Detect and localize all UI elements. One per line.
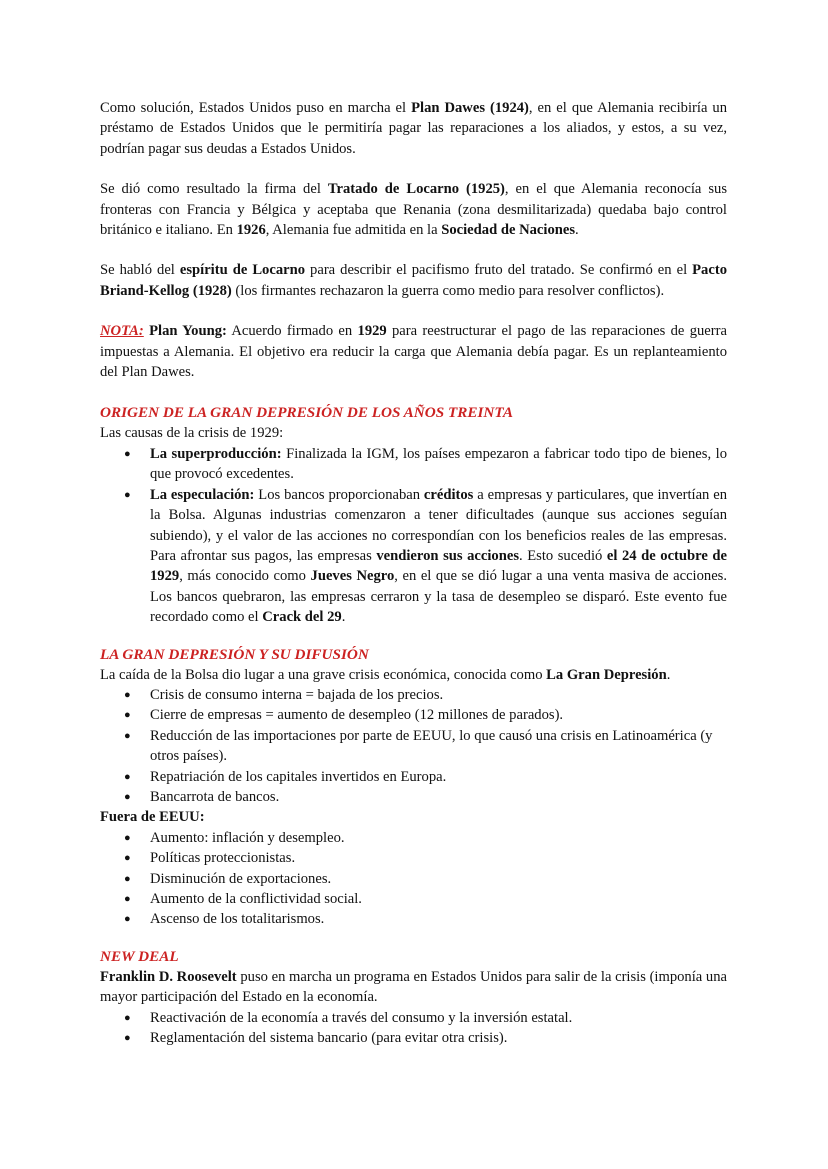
- bold-text: créditos: [423, 486, 474, 503]
- list-item: [100, 828, 727, 848]
- list-item: [100, 889, 727, 909]
- text: Crisis de consumo interna = bajada de los precios.: [150, 686, 444, 703]
- subheading-fuera-eeuu: [100, 807, 727, 827]
- text: a empresas y particulares, que invertían en la Bolsa. Algunas industrias comenzaron a tener dificultades (aunque sus acciones seguían subiendo), y el valor de las acciones no correspondían con los beneficios reales de las empresas. Para afrontar sus pagos, las empresas: [150, 486, 728, 564]
- bold-text: La superproducción:: [150, 445, 282, 462]
- section-intro: Las causas de la crisis de 1929:: [100, 425, 284, 442]
- list-item: [100, 705, 727, 725]
- text: Reactivación de la economía a través del consumo y la inversión estatal.: [150, 1009, 573, 1026]
- bold-text: espíritu de Locarno: [179, 262, 306, 279]
- paragraph-espiritu-locarno: [100, 260, 727, 301]
- text: Políticas proteccionistas.: [150, 850, 296, 867]
- list-item: [100, 444, 727, 485]
- bold-text: Fuera de EEUU:: [100, 809, 205, 826]
- text: Disminución de exportaciones.: [150, 870, 332, 887]
- text: Se habló del: [100, 262, 180, 279]
- text: Reglamentación del sistema bancario (para evitar otra crisis).: [150, 1030, 508, 1047]
- bold-text: Plan Dawes (1924): [411, 100, 529, 116]
- text: La caída de la Bolsa dio lugar a una grave crisis económica, conocida como: [100, 666, 547, 683]
- list-item: [100, 726, 727, 767]
- bullet-icon: ●: [124, 488, 131, 501]
- list-item: [100, 1028, 727, 1048]
- section-intro: [100, 665, 727, 685]
- new-deal-list: [100, 1008, 727, 1049]
- list-item: [100, 787, 727, 807]
- text: para reestructurar el pago de las reparaciones de guerra impuestas a Alemania. El objetivo era reducir la carga que Alemania debía pagar. Es un replanteamiento del Plan Dawes.: [100, 323, 727, 381]
- bullet-icon: ●: [124, 893, 131, 905]
- bullet-icon: ●: [124, 709, 131, 722]
- bold-text: Plan Young:: [149, 323, 227, 340]
- bold-text: Franklin D. Roosevelt: [100, 968, 237, 985]
- bullet-icon: ●: [124, 872, 131, 885]
- text: Repatriación de los capitales invertidos en Europa.: [150, 768, 447, 785]
- paragraph-plan-dawes: [100, 98, 727, 159]
- bold-text: Crack del 29: [262, 609, 342, 626]
- bullet-icon: ●: [124, 688, 131, 701]
- text: Se dió como resultado la firma del: [100, 181, 328, 198]
- text: . Esto sucedió: [519, 547, 607, 564]
- text: , en el que se dió lugar a una venta masiva de acciones. Los bancos quebraron, las empresas cerraron y la tasa de desempleo se disparó. Este evento fue recordado como el: [150, 568, 727, 626]
- text: (los firmantes rechazaron la guerra como medio para resolver conflictos).: [231, 282, 665, 299]
- bullet-icon: ●: [124, 1032, 131, 1045]
- section-heading-new-deal: NEW DEAL: [100, 947, 179, 965]
- text: Bancarrota de bancos.: [150, 788, 280, 805]
- section-heading-origen: ORIGEN DE LA GRAN DEPRESIÓN DE LOS AÑOS TREINTA: [100, 404, 513, 422]
- text: puso en marcha un programa en Estados Unidos para salir de la crisis (imponía una mayor participación del Estado en la economía.: [100, 968, 727, 1006]
- paragraph-locarno: [100, 179, 727, 240]
- bullet-icon: ●: [124, 913, 131, 926]
- text: , Alemania fue admitida en la: [265, 222, 442, 239]
- text: , en el que Alemania reconocía sus fronteras con Francia y Bélgica y aceptaba que Renania (zona desmilitarizada) quedaba bajo control británico e italiano. En: [100, 181, 727, 239]
- text: .: [575, 222, 579, 239]
- section-heading-gran-depresion: LA GRAN DEPRESIÓN Y SU DIFUSIÓN: [100, 645, 369, 663]
- outside-effects-list: [100, 828, 727, 930]
- effects-list: [100, 685, 727, 807]
- paragraph-nota-plan-young: [100, 321, 727, 382]
- text: Reducción de las importaciones por parte de EEUU, lo que causó una crisis en Latinoamérica (y otros países).: [150, 727, 713, 765]
- document-page: [100, 98, 727, 1048]
- text: Como solución, Estados Unidos puso en marcha el: [100, 100, 412, 116]
- list-item: [100, 848, 727, 868]
- text: Acuerdo firmado en: [226, 323, 358, 340]
- bold-text: Pacto Briand-Kellog (1928): [100, 262, 727, 299]
- paragraph-roosevelt: [100, 967, 727, 1008]
- text: .: [341, 609, 346, 626]
- bullet-icon: ●: [124, 770, 131, 783]
- bold-text: La especulación:: [150, 486, 255, 503]
- bold-text: Tratado de Locarno (1925): [327, 181, 505, 198]
- bullet-icon: ●: [124, 1011, 131, 1024]
- text: para describir el pacifismo fruto del tratado. Se confirmó en el: [305, 262, 693, 279]
- bullet-icon: ●: [124, 831, 131, 844]
- bold-text: 1926: [236, 222, 266, 239]
- text: Ascenso de los totalitarismos.: [150, 911, 325, 928]
- list-item: [100, 869, 727, 889]
- text: .: [666, 666, 671, 683]
- note-label: NOTA:: [100, 323, 144, 340]
- bullet-icon: ●: [124, 447, 131, 460]
- text: Aumento de la conflictividad social.: [150, 891, 362, 907]
- bullet-icon: ●: [124, 852, 131, 865]
- bullet-icon: ●: [124, 729, 131, 742]
- bold-text: vendieron sus acciones: [376, 547, 520, 564]
- text: Aumento: inflación y desempleo.: [150, 829, 345, 846]
- bullet-icon: ●: [124, 790, 131, 803]
- list-item: [100, 767, 727, 787]
- causes-list: [100, 444, 727, 628]
- list-item: [100, 685, 727, 705]
- text: Los bancos proporcionaban: [254, 486, 424, 503]
- bold-text: Sociedad de Naciones: [441, 222, 576, 239]
- list-item: [100, 485, 727, 628]
- bold-text: el 24 de octubre de 1929: [150, 547, 727, 585]
- list-item: [100, 1008, 727, 1028]
- bold-text: La Gran Depresión: [546, 666, 667, 683]
- bold-text: 1929: [357, 323, 387, 340]
- list-item: [100, 909, 727, 929]
- text: Cierre de empresas = aumento de desempleo (12 millones de parados).: [150, 707, 564, 724]
- text: Finalizada la IGM, los países empezaron a fabricar todo tipo de bienes, lo que provocó excedentes.: [150, 445, 727, 483]
- text: , en el que Alemania recibiría un préstamo de Estados Unidos que le permitiría pagar las reparaciones a los aliados, y estos, a su vez, podrían pagar sus deudas a Estados Unidos.: [100, 100, 728, 157]
- bold-text: Jueves Negro: [310, 568, 395, 585]
- text: , más conocido como: [179, 568, 311, 585]
